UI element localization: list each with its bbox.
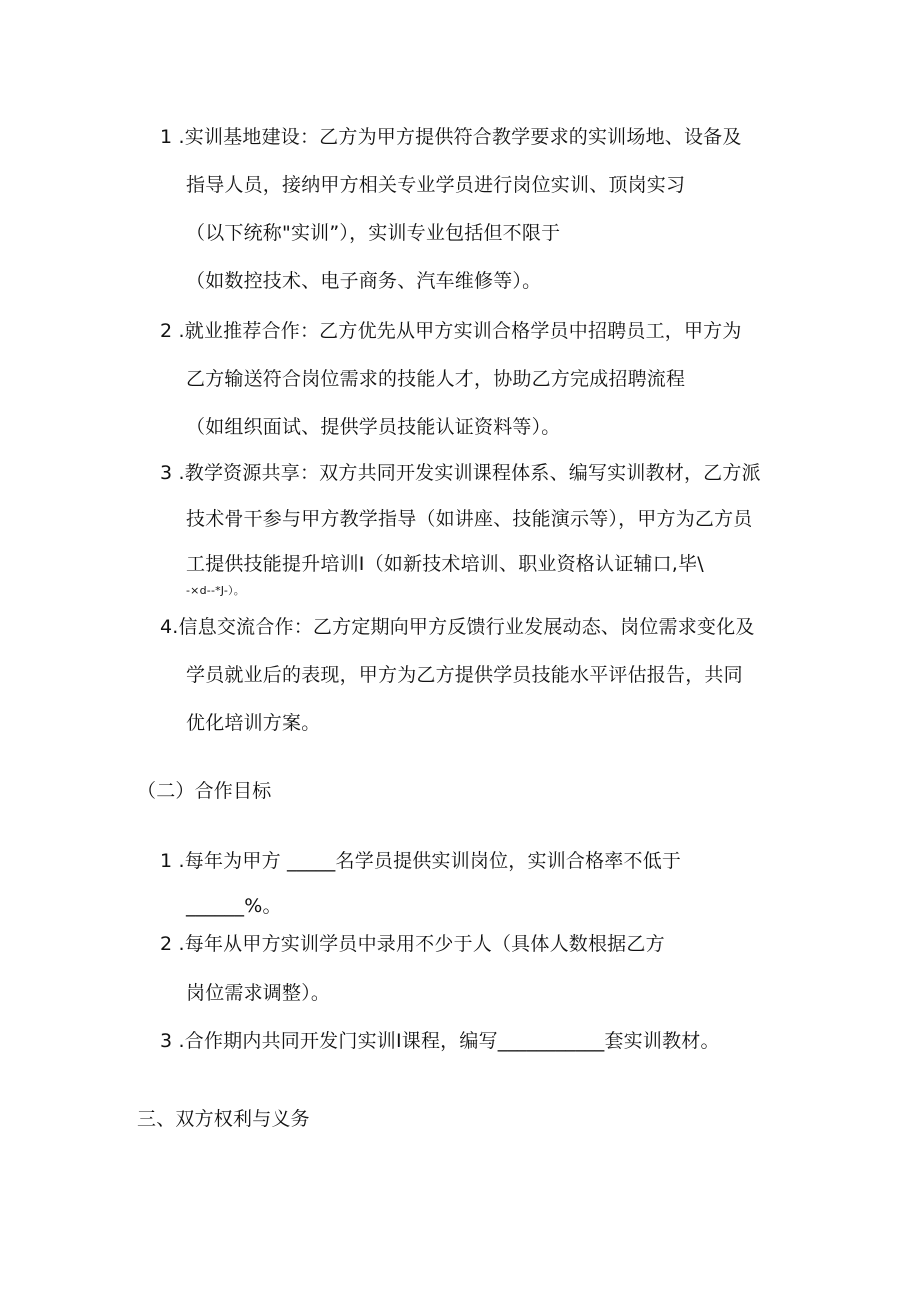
item-1-line-3: （以下统称"实训”），实训专业包括但不限于	[186, 222, 561, 244]
item-2-line-3: （如组织面试、提供学员技能认证资料等）。	[186, 416, 561, 438]
item-3-line-2: 技术骨干参与甲方教学指导（如讲座、技能演示等），甲方为乙方员	[186, 508, 753, 530]
goal-1-line-2: ______%。	[186, 895, 282, 917]
goal-2-line-2: 岗位需求调整）。	[186, 982, 331, 1004]
item-2-line-1: 2 .就业推荐合作：乙方优先从甲方实训合格学员中招聘员工，甲方为	[160, 320, 742, 342]
item-3-line-4: -×d--*J-）。	[186, 584, 245, 597]
goal-3-line-1: 3 .合作期内共同开发门实训I课程，编写___________套实训教材。	[160, 1030, 720, 1052]
item-2-line-2: 乙方输送符合岗位需求的技能人才，协助乙方完成招聘流程	[186, 368, 686, 390]
item-4-line-1: 4.信息交流合作：乙方定期向甲方反馈行业发展动态、岗位需求变化及	[160, 616, 755, 638]
goals-heading: （二）合作目标	[137, 780, 272, 802]
item-3-line-3: 工提供技能提升培训I（如新技术培训、职业资格认证辅口,毕\	[186, 553, 704, 575]
item-1-line-1: 1 .实训基地建设：乙方为甲方提供符合教学要求的实训场地、设备及	[160, 126, 742, 148]
item-4-line-3: 优化培训方案。	[186, 712, 321, 734]
item-3-line-1: 3 .教学资源共享：双方共同开发实训课程体系、编写实训教材，乙方派	[160, 462, 761, 484]
section-three-heading: 三、双方权利与义务	[137, 1108, 310, 1130]
item-1-line-4: （如数控技术、电子商务、汽车维修等）。	[186, 270, 542, 292]
item-1-line-2: 指导人员，接纳甲方相关专业学员进行岗位实训、顶岗实习	[186, 174, 686, 196]
goal-2-line-1: 2 .每年从甲方实训学员中录用不少于人（具体人数根据乙方	[160, 933, 665, 955]
goal-1-line-1: 1 .每年为甲方 _____名学员提供实训岗位，实训合格率不低于	[160, 850, 682, 872]
item-4-line-2: 学员就业后的表现，甲方为乙方提供学员技能水平评估报告，共同	[186, 664, 743, 686]
